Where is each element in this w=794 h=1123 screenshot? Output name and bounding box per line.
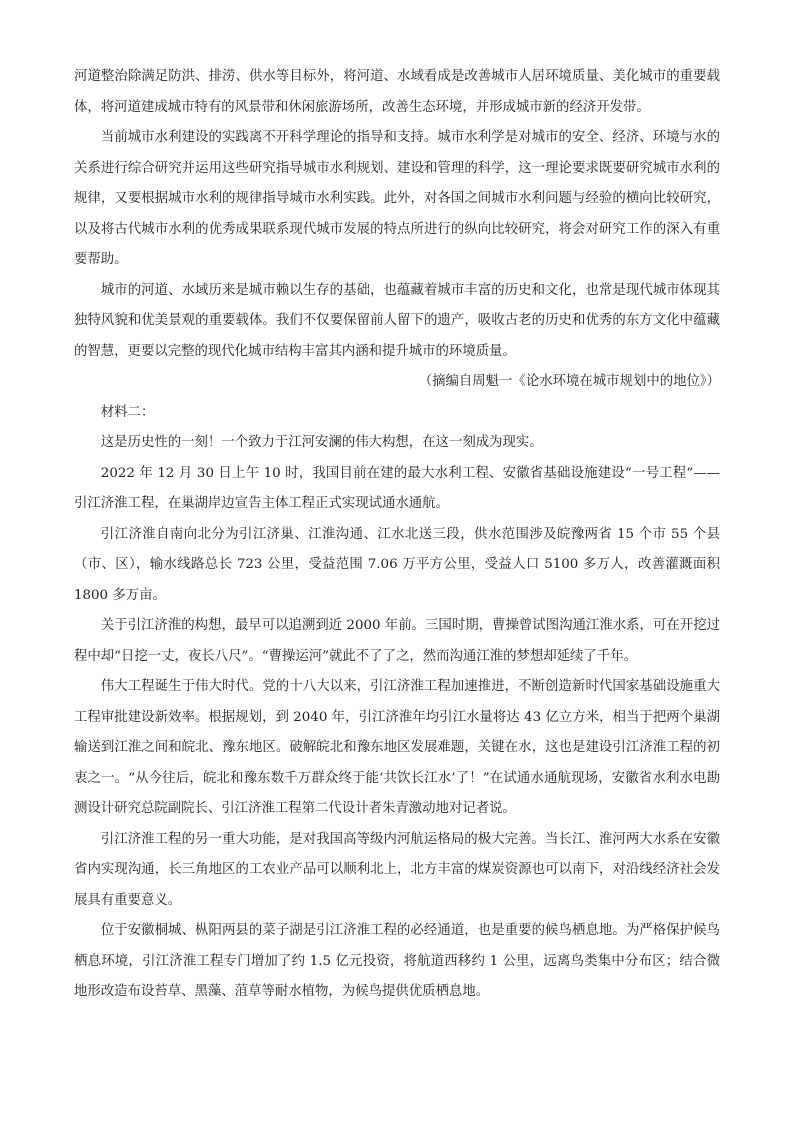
- source-citation: （摘编自周魁一《论水环境在城市规划中的地位》）: [418, 374, 720, 389]
- paragraph: 城市的河道、水域历来是城市赖以生存的基础，也蕴藏着城市丰富的历史和文化，也常是现代城市体现其独特风貌和优美景观的重要载体。我们不仅要保留前人留下的遗产，吸收古老的历史和优秀的东方文化中蕴藏的智慧，更要以完整的现代化城市结构丰富其内涵和提升城市的环境质量。: [74, 282, 720, 359]
- paragraph: 引江济淮工程的另一重大功能，是对我国高等级内河航运格局的极大完善。当长江、淮河两大水系在安徽省内实现沟通，长三角地区的工农业产品可以顺利北上，北方丰富的煤炭资源也可以南下，对沿线经济社会发展具有重要意义。: [74, 831, 720, 908]
- paragraph: 这是历史性的一刻！一个致力于江河安澜的伟大构想，在这一刻成为现实。: [100, 435, 543, 450]
- paragraph: 关于引江济淮的构想，最早可以追溯到近 2000 年前。三国时期，曹操曾试图沟通江淮水系，可在开挖过程中却“日挖一丈，夜长八尺”。“曹操运河”就此不了了之，然而沟通江淮的梦想却延续了千年。: [74, 618, 720, 664]
- paragraph: 伟大工程诞生于伟大时代。党的十八大以来，引江济淮工程加速推进，不断创造新时代国家基础设施重大工程审批建设新效率。根据规划，到 2040 年，引江济淮年均引江水量将达 43 亿立方米，相当于把两个巢湖输送到江淮之间和皖北、豫东地区。破解皖北和豫东地区发展难题，关键在水，这也是建设引江济淮工程的初衷之一。“从今往后，皖北和豫东数千万群众终于能‘共饮长江水’了！”在试通水通航现场，安徽省水利水电勘测设计研究总院副院长、引江济淮工程第二代设计者朱青激动地对记者说。: [74, 679, 720, 816]
- paragraph: 当前城市水利建设的实践离不开科学理论的指导和支持。城市水利学是对城市的安全、经济、环境与水的关系进行综合研究并运用这些研究指导城市水利规划、建设和管理的科学，这一理论要求既要研究城市水利的规律，又要根据城市水利的规律指导城市水利实践。此外，对各国之间城市水利问题与经验的横向比较研究，以及将古代城市水利的优秀成果联系现代城市发展的特点所进行的纵向比较研究，将会对研究工作的深入有重要帮助。: [74, 130, 720, 267]
- article-body: [74, 62, 720, 1008]
- section-heading: 材料二：: [100, 404, 155, 420]
- paragraph: 引江济淮自南向北分为引江济巢、江淮沟通、江水北送三段，供水范围涉及皖豫两省 15 个市 55 个县（市、区），输水线路总长 723 公里，受益范围 7.06 万平方公里，受益人口 5100 多万人，改善灌溉面积 1800 多万亩。: [74, 526, 720, 603]
- paragraph: 位于安徽桐城、枞阳两县的菜子湖是引江济淮工程的必经通道，也是重要的候鸟栖息地。为严格保护候鸟栖息环境，引江济淮工程专门增加了约 1.5 亿元投资，将航道西移约 1 公里，远离鸟类集中分布区；结合微地形改造布设苔草、黑藻、菹草等耐水植物，为候鸟提供优质栖息地。: [74, 923, 720, 999]
- paragraph: 2022 年 12 月 30 日上午 10 时，我国目前在建的最大水利工程、安徽省基础设施建设“一号工程”——引江济淮工程，在巢湖岸边宣告主体工程正式实现试通水通航。: [74, 465, 720, 511]
- paragraph-continued: 河道整治除满足防洪、排涝、供水等目标外，将河道、水域看成是改善城市人居环境质量、美化城市的重要载体，将河道建成城市特有的风景带和休闲旅游场所，改善生态环境，并形成城市新的经济开发带。: [74, 69, 720, 115]
